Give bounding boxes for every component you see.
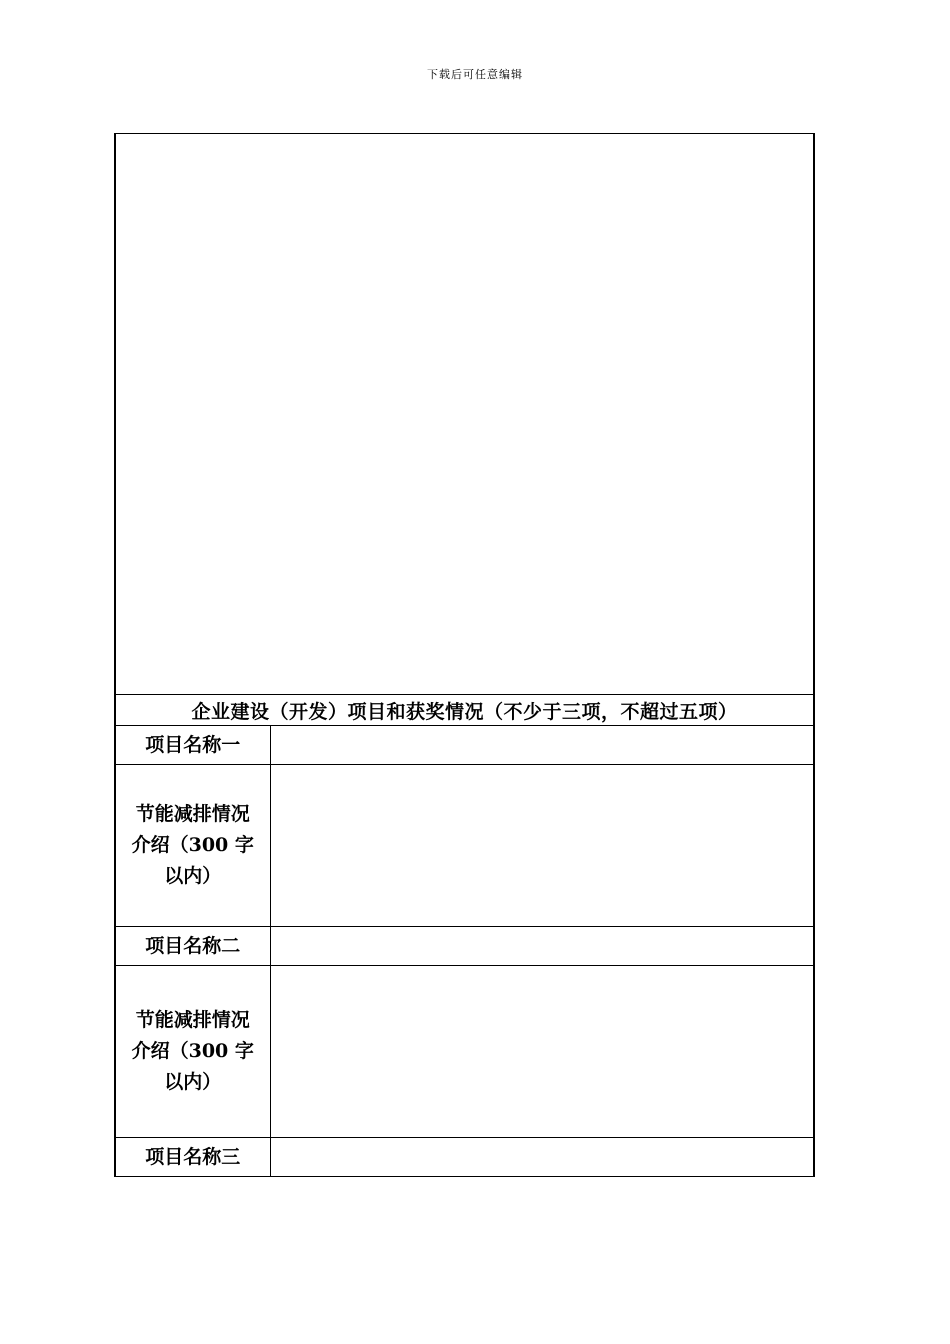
project-name-3-label: 项目名称三 [115, 1138, 270, 1177]
label-line: 以内） [164, 1071, 222, 1093]
section-title: 企业建设（开发）项目和获奖情况（不少于三项，不超过五项） [115, 695, 814, 726]
energy-saving-intro-1-label [115, 765, 270, 927]
energy-saving-intro-2-label [115, 966, 270, 1138]
project-name-3-field[interactable] [270, 1138, 814, 1177]
previous-section-content-area[interactable] [115, 134, 814, 695]
label-line: 节能减排情况 [135, 1009, 250, 1031]
page-header-note: 下载后可任意编辑 [427, 68, 523, 81]
label-line: 节能减排情况 [135, 803, 250, 825]
application-form-table [114, 133, 815, 1177]
project-name-1-field[interactable] [270, 726, 814, 765]
energy-saving-intro-2-field[interactable] [270, 966, 814, 1138]
project-name-1-label: 项目名称一 [115, 726, 270, 765]
project-name-2-label: 项目名称二 [115, 927, 270, 966]
label-line: 介绍（300 字 [131, 834, 254, 856]
label-line: 介绍（300 字 [131, 1040, 254, 1062]
project-name-2-field[interactable] [270, 927, 814, 966]
label-line: 以内） [164, 865, 222, 887]
energy-saving-intro-1-field[interactable] [270, 765, 814, 927]
